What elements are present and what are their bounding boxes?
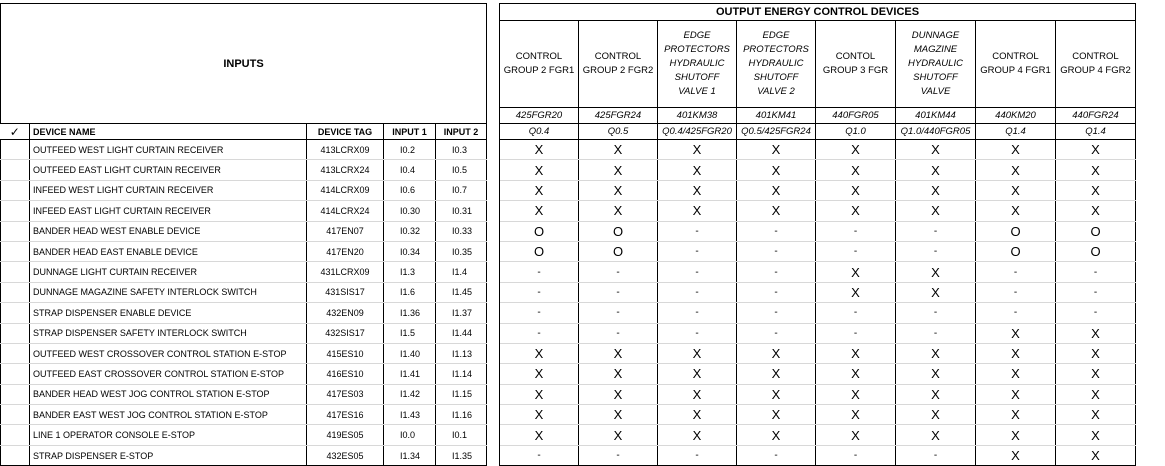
mark-cell: X	[658, 180, 737, 200]
device-name: STRAP DISPENSER E-STOP	[30, 445, 307, 465]
row-check-cell	[1, 343, 30, 363]
output-device-name	[737, 21, 816, 108]
output-device-name	[579, 21, 658, 108]
output-address: Q0.5/425FGR24	[737, 124, 816, 140]
input2-value: I1.14	[436, 364, 487, 384]
mark-cell: -	[579, 323, 658, 343]
device-name: LINE 1 OPERATOR CONSOLE E-STOP	[30, 425, 307, 445]
mark-cell: -	[579, 262, 658, 282]
device-name: BANDER HEAD WEST JOG CONTROL STATION E-STOP	[30, 384, 307, 404]
mark-cell: X	[737, 201, 816, 221]
output-name-line: GROUP 2 FGR1	[503, 65, 575, 76]
column-gap	[487, 323, 500, 343]
mark-cell: X	[737, 364, 816, 384]
mark-cell: X	[737, 343, 816, 363]
mark-cell: X	[1056, 323, 1136, 343]
mark-cell: -	[500, 323, 579, 343]
output-device-tag: 440KM20	[976, 108, 1056, 124]
table-row	[1, 405, 1136, 425]
mark-cell: -	[976, 303, 1056, 323]
mark-cell: X	[579, 160, 658, 180]
output-name-line: GROUP 3 FGR	[822, 65, 889, 76]
mark-cell: X	[896, 262, 976, 282]
device-name: STRAP DISPENSER ENABLE DEVICE	[30, 303, 307, 323]
mark-cell: X	[816, 343, 896, 363]
mark-cell: -	[658, 282, 737, 302]
input1-value: I1.6	[384, 282, 436, 302]
row-check-cell	[1, 140, 30, 160]
mark-cell: O	[579, 241, 658, 261]
table-row	[1, 221, 1136, 241]
column-gap	[487, 405, 500, 425]
table-row	[1, 160, 1136, 180]
mark-cell: O	[500, 221, 579, 241]
device-tag: 431LCRX09	[307, 262, 384, 282]
row-check-cell	[1, 241, 30, 261]
mark-cell: X	[579, 343, 658, 363]
input2-value: I0.31	[436, 201, 487, 221]
column-gap	[487, 445, 500, 465]
device-name: BANDER EAST WEST JOG CONTROL STATION E-STOP	[30, 405, 307, 425]
output-name-line: MAGZINE	[913, 44, 958, 55]
mark-cell: X	[816, 262, 896, 282]
device-tag: 417EN20	[307, 241, 384, 261]
mark-cell: -	[737, 282, 816, 302]
output-name-line: GROUP 4 FGR1	[980, 65, 1051, 76]
device-tag: 432ES05	[307, 445, 384, 465]
output-device-tag: 401KM41	[737, 108, 816, 124]
device-name: DUNNAGE MAGAZINE SAFETY INTERLOCK SWITCH	[30, 282, 307, 302]
mark-cell: O	[579, 221, 658, 241]
mark-cell: O	[1056, 241, 1136, 261]
input1-value: I1.43	[384, 405, 436, 425]
output-device-tag: 440FGR05	[816, 108, 896, 124]
mark-cell: X	[1056, 445, 1136, 465]
mark-cell: X	[658, 405, 737, 425]
mark-cell: O	[1056, 221, 1136, 241]
mark-cell: -	[816, 241, 896, 261]
table-row	[1, 180, 1136, 200]
input2-value: I1.4	[436, 262, 487, 282]
input1-value: I0.32	[384, 221, 436, 241]
output-name-line: SHUTOFF	[674, 72, 720, 83]
device-tag: 415ES10	[307, 343, 384, 363]
mark-cell: X	[896, 140, 976, 160]
mark-cell: X	[500, 140, 579, 160]
mark-cell: X	[737, 405, 816, 425]
input2-value: I1.45	[436, 282, 487, 302]
mark-cell: X	[896, 343, 976, 363]
mark-cell: -	[816, 323, 896, 343]
column-gap	[487, 4, 500, 140]
row-check-cell	[1, 160, 30, 180]
mark-cell: -	[658, 262, 737, 282]
safety-matrix	[0, 3, 1136, 466]
column-gap	[487, 364, 500, 384]
mark-cell: X	[896, 282, 976, 302]
mark-cell: X	[976, 180, 1056, 200]
mark-cell: X	[658, 343, 737, 363]
mark-cell: X	[500, 405, 579, 425]
device-tag: 431SIS17	[307, 282, 384, 302]
mark-cell: X	[976, 323, 1056, 343]
mark-cell: X	[579, 140, 658, 160]
mark-cell: -	[579, 303, 658, 323]
input1-value: I0.30	[384, 201, 436, 221]
mark-cell: X	[816, 384, 896, 404]
input2-value: I0.3	[436, 140, 487, 160]
output-device-tag: 401KM44	[896, 108, 976, 124]
mark-cell: -	[896, 303, 976, 323]
mark-cell: -	[500, 303, 579, 323]
mark-cell: X	[500, 201, 579, 221]
output-name-line: PROTECTORS	[743, 44, 809, 55]
mark-cell: O	[976, 221, 1056, 241]
mark-cell: O	[500, 241, 579, 261]
mark-cell: -	[500, 262, 579, 282]
column-gap	[487, 262, 500, 282]
mark-cell: X	[816, 160, 896, 180]
mark-cell: X	[1056, 364, 1136, 384]
table-row	[1, 241, 1136, 261]
column-gap	[487, 201, 500, 221]
column-gap	[487, 384, 500, 404]
input2-value: I1.15	[436, 384, 487, 404]
mark-cell: X	[737, 425, 816, 445]
device-tag: 417ES16	[307, 405, 384, 425]
mark-cell: -	[896, 323, 976, 343]
mark-cell: -	[737, 241, 816, 261]
input2-value: I0.35	[436, 241, 487, 261]
device-name: OUTFEED WEST CROSSOVER CONTROL STATION E-STOP	[30, 343, 307, 363]
table-row	[1, 445, 1136, 465]
output-device-tag: 440FGR24	[1056, 108, 1136, 124]
input1-value: I1.41	[384, 364, 436, 384]
mark-cell: -	[658, 303, 737, 323]
row-check-cell	[1, 262, 30, 282]
output-name-line: CONTROL	[515, 51, 563, 62]
input1-value: I1.36	[384, 303, 436, 323]
table-row	[1, 303, 1136, 323]
mark-cell: X	[816, 405, 896, 425]
device-name: INFEED WEST LIGHT CURTAIN RECEIVER	[30, 180, 307, 200]
inputs-title: INPUTS	[1, 4, 487, 124]
output-name-line: PROTECTORS	[664, 44, 730, 55]
mark-cell: -	[1056, 262, 1136, 282]
device-tag: 413LCRX24	[307, 160, 384, 180]
row-check-cell	[1, 405, 30, 425]
mark-cell: X	[500, 160, 579, 180]
mark-cell: X	[1056, 160, 1136, 180]
input1-header: INPUT 1	[384, 124, 436, 140]
output-name-line: GROUP 4 FGR2	[1060, 65, 1131, 76]
output-address: Q1.0	[816, 124, 896, 140]
column-gap	[487, 221, 500, 241]
mark-cell: X	[976, 425, 1056, 445]
output-device-tag: 425FGR20	[500, 108, 579, 124]
output-address: Q1.4	[1056, 124, 1136, 140]
output-device-name	[500, 21, 579, 108]
mark-cell: X	[816, 201, 896, 221]
mark-cell: -	[737, 445, 816, 465]
table-row	[1, 425, 1136, 445]
mark-cell: O	[976, 241, 1056, 261]
mark-cell: X	[816, 425, 896, 445]
input2-value: I0.7	[436, 180, 487, 200]
column-gap	[487, 343, 500, 363]
output-name-line: CONTROL	[594, 51, 642, 62]
row-check-cell	[1, 425, 30, 445]
input1-value: I0.6	[384, 180, 436, 200]
mark-cell: X	[579, 384, 658, 404]
mark-cell: X	[816, 282, 896, 302]
mark-cell: X	[658, 364, 737, 384]
mark-cell: X	[658, 384, 737, 404]
row-check-cell	[1, 384, 30, 404]
input1-value: I1.5	[384, 323, 436, 343]
mark-cell: -	[896, 445, 976, 465]
output-name-line: CONTOL	[835, 51, 876, 62]
output-device-name	[1056, 21, 1136, 108]
mark-cell: -	[579, 445, 658, 465]
column-gap	[487, 241, 500, 261]
table-row	[1, 282, 1136, 302]
mark-cell: -	[976, 262, 1056, 282]
device-name-header: DEVICE NAME	[30, 124, 307, 140]
mark-cell: -	[658, 241, 737, 261]
row-check-cell	[1, 221, 30, 241]
device-tag: 417EN07	[307, 221, 384, 241]
device-name: BANDER HEAD WEST ENABLE DEVICE	[30, 221, 307, 241]
mark-cell: X	[737, 180, 816, 200]
input2-value: I0.1	[436, 425, 487, 445]
mark-cell: X	[1056, 425, 1136, 445]
input2-value: I0.33	[436, 221, 487, 241]
input1-value: I0.34	[384, 241, 436, 261]
input2-value: I1.35	[436, 445, 487, 465]
table-row	[1, 384, 1136, 404]
output-name-line: VALVE	[920, 86, 951, 97]
output-name-line: CONTROL	[992, 51, 1039, 62]
mark-cell: X	[737, 140, 816, 160]
mark-cell: -	[658, 323, 737, 343]
output-name-line: HYDRAULIC	[669, 58, 725, 69]
mark-cell: -	[816, 303, 896, 323]
mark-cell: X	[500, 364, 579, 384]
column-gap	[487, 160, 500, 180]
mark-cell: X	[658, 201, 737, 221]
input1-value: I0.0	[384, 425, 436, 445]
device-name: OUTFEED EAST LIGHT CURTAIN RECEIVER	[30, 160, 307, 180]
mark-cell: -	[1056, 282, 1136, 302]
input2-value: I1.13	[436, 343, 487, 363]
output-name-line: SHUTOFF	[913, 72, 958, 83]
mark-cell: X	[976, 343, 1056, 363]
mark-cell: -	[658, 221, 737, 241]
table-row	[1, 364, 1136, 384]
mark-cell: -	[816, 221, 896, 241]
mark-cell: -	[737, 262, 816, 282]
input1-value: I1.34	[384, 445, 436, 465]
row-check-cell	[1, 303, 30, 323]
row-check-cell	[1, 201, 30, 221]
mark-cell: X	[896, 384, 976, 404]
output-device-name	[896, 21, 976, 108]
outputs-title: OUTPUT ENERGY CONTROL DEVICES	[500, 4, 1136, 21]
mark-cell: X	[976, 201, 1056, 221]
device-tag: 413LCRX09	[307, 140, 384, 160]
output-address: Q1.0/440FGR05	[896, 124, 976, 140]
mark-cell: X	[500, 425, 579, 445]
input2-value: I1.16	[436, 405, 487, 425]
output-name-line: EDGE	[762, 30, 790, 41]
mark-cell: X	[1056, 201, 1136, 221]
output-device-tag: 401KM38	[658, 108, 737, 124]
output-device-tag: 425FGR24	[579, 108, 658, 124]
output-name-line: HYDRAULIC	[908, 58, 963, 69]
input1-value: I1.40	[384, 343, 436, 363]
table-row	[1, 323, 1136, 343]
column-gap	[487, 140, 500, 160]
mark-cell: -	[976, 282, 1056, 302]
row-check-cell	[1, 323, 30, 343]
mark-cell: X	[816, 140, 896, 160]
device-tag: 432SIS17	[307, 323, 384, 343]
mark-cell: X	[500, 343, 579, 363]
mark-cell: X	[579, 425, 658, 445]
device-name: OUTFEED WEST LIGHT CURTAIN RECEIVER	[30, 140, 307, 160]
device-tag: 414LCRX09	[307, 180, 384, 200]
mark-cell: -	[896, 241, 976, 261]
mark-cell: X	[1056, 384, 1136, 404]
table-row	[1, 262, 1136, 282]
mark-cell: X	[896, 405, 976, 425]
output-name-line: EDGE	[683, 30, 711, 41]
mark-cell: X	[896, 425, 976, 445]
device-name: DUNNAGE LIGHT CURTAIN RECEIVER	[30, 262, 307, 282]
row-check-cell	[1, 445, 30, 465]
mark-cell: X	[816, 180, 896, 200]
output-name-line: HYDRAULIC	[748, 58, 804, 69]
output-address: Q0.5	[579, 124, 658, 140]
mark-cell: X	[976, 364, 1056, 384]
device-name: INFEED EAST LIGHT CURTAIN RECEIVER	[30, 201, 307, 221]
device-tag-header: DEVICE TAG	[307, 124, 384, 140]
mark-cell: X	[737, 384, 816, 404]
row-check-cell	[1, 282, 30, 302]
column-gap	[487, 303, 500, 323]
mark-cell: X	[896, 201, 976, 221]
input1-value: I1.42	[384, 384, 436, 404]
output-name-line: GROUP 2 FGR2	[582, 65, 654, 76]
output-name-line: VALVE 2	[757, 86, 795, 97]
input2-value: I1.44	[436, 323, 487, 343]
output-device-name	[816, 21, 896, 108]
mark-cell: X	[976, 384, 1056, 404]
device-tag: 432EN09	[307, 303, 384, 323]
mark-cell: X	[976, 405, 1056, 425]
mark-cell: X	[658, 160, 737, 180]
input1-value: I0.2	[384, 140, 436, 160]
mark-cell: X	[816, 364, 896, 384]
mark-cell: -	[500, 282, 579, 302]
mark-cell: X	[1056, 180, 1136, 200]
mark-cell: -	[737, 221, 816, 241]
mark-cell: X	[579, 364, 658, 384]
mark-cell: X	[579, 201, 658, 221]
mark-cell: -	[816, 445, 896, 465]
output-device-name	[658, 21, 737, 108]
output-address: Q1.4	[976, 124, 1056, 140]
input1-value: I0.4	[384, 160, 436, 180]
mark-cell: X	[658, 425, 737, 445]
output-address: Q0.4	[500, 124, 579, 140]
mark-cell: X	[1056, 140, 1136, 160]
table-row	[1, 140, 1136, 160]
device-tag: 414LCRX24	[307, 201, 384, 221]
mark-cell: X	[579, 180, 658, 200]
output-device-name	[976, 21, 1056, 108]
input1-value: I1.3	[384, 262, 436, 282]
mark-cell: -	[579, 282, 658, 302]
mark-cell: -	[1056, 303, 1136, 323]
mark-cell: -	[658, 445, 737, 465]
mark-cell: -	[896, 221, 976, 241]
device-tag: 419ES05	[307, 425, 384, 445]
mark-cell: X	[658, 140, 737, 160]
input2-value: I1.37	[436, 303, 487, 323]
row-check-cell	[1, 180, 30, 200]
device-tag: 417ES03	[307, 384, 384, 404]
mark-cell: X	[737, 160, 816, 180]
table-row	[1, 343, 1136, 363]
check-icon: ✓	[1, 124, 30, 140]
output-name-line: SHUTOFF	[753, 72, 799, 83]
mark-cell: X	[896, 160, 976, 180]
output-name-line: CONTROL	[1072, 51, 1119, 62]
input2-header: INPUT 2	[436, 124, 487, 140]
mark-cell: X	[500, 180, 579, 200]
mark-cell: X	[500, 384, 579, 404]
column-gap	[487, 180, 500, 200]
mark-cell: X	[976, 160, 1056, 180]
mark-cell: -	[500, 445, 579, 465]
mark-cell: X	[1056, 343, 1136, 363]
column-gap	[487, 425, 500, 445]
table-row	[1, 201, 1136, 221]
mark-cell: -	[737, 323, 816, 343]
mark-cell: X	[1056, 405, 1136, 425]
column-gap	[487, 282, 500, 302]
mark-cell: X	[579, 405, 658, 425]
row-check-cell	[1, 364, 30, 384]
device-name: OUTFEED EAST CROSSOVER CONTROL STATION E-STOP	[30, 364, 307, 384]
device-name: BANDER HEAD EAST ENABLE DEVICE	[30, 241, 307, 261]
mark-cell: X	[976, 445, 1056, 465]
mark-cell: X	[896, 180, 976, 200]
output-address: Q0.4/425FGR20	[658, 124, 737, 140]
mark-cell: -	[737, 303, 816, 323]
output-name-line: VALVE 1	[678, 86, 716, 97]
device-tag: 416ES10	[307, 364, 384, 384]
output-name-line: DUNNAGE	[911, 30, 960, 41]
mark-cell: X	[896, 364, 976, 384]
device-name: STRAP DISPENSER SAFETY INTERLOCK SWITCH	[30, 323, 307, 343]
mark-cell: X	[976, 140, 1056, 160]
input2-value: I0.5	[436, 160, 487, 180]
energy-control-table	[0, 3, 1136, 466]
